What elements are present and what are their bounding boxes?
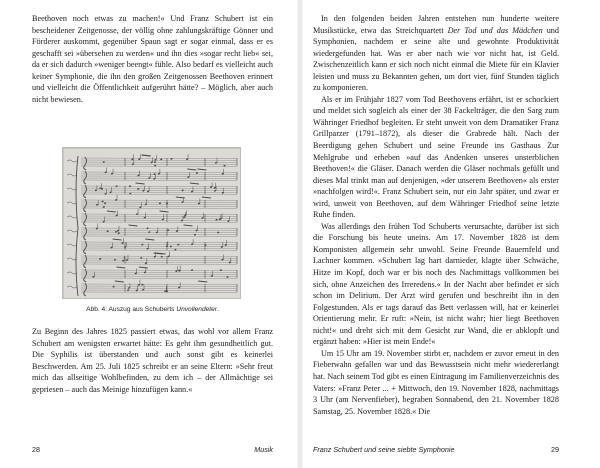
left-page-number: 28 — [32, 445, 40, 454]
caption-title: Unvollendeter — [176, 306, 217, 313]
right-page — [300, 0, 600, 468]
score-image — [63, 148, 241, 299]
p1-text-a: In den folgenden beiden Jahren entstehen nun hunderte weitere Musikstücke, etwa das Streichquartett — [313, 14, 559, 35]
right-paragraph-2: Als er im Frühjahr 1827 vom Tod Beethovens erfährt, ist er schockiert und meldet sich sogleich als einer der 38 Fackelträger, die den Sarg zum Währinger Friedhof begleiten. Er steht unweit von dem Dramatiker Franz Grillparzer (1791–1872), als dieser die Grabrede hält. Nach der Beerdigung gehen Schubert und seine Freunde ins Gasthaus Zur Mehlgrube und erheben »auf das Andenken unseres unsterblichen Beethoven!« die Gläser. Danach werden die Gläser nochmals gefüllt und dieses Mal trinkt man auf denjenigen, »der unserem Beethoven« als erster »nachfolgen wird!«. Franz Schubert sein, nur ein Jahr später, und zwar er wird, unweit von Beethoven, auf dem Währinger Friedhof seine letzte Ruhe finden. — [313, 94, 559, 220]
right-paragraph-4: Um 15 Uhr am 19. November stirbt er, nachdem er zuvor erneut in den Fieberwahn gefallen war und das Bewusstsein nicht mehr wiedererlangt hat. Nach seinem Tod gibt es einen Eintragung im Familienverzeichnis des Vaters: »Franz Peter ... + Mittwoch, den 19. November 1828, nachmittags 3 Uhr (am Nervenfieber), begraben Sonnabend, den 21. November 1828 Samstag, 25. November 1828.« Die — [313, 348, 559, 416]
left-text-top — [32, 13, 273, 105]
right-paragraph-3: Was allerdings den frühen Tod Schuberts verursachte, darüber ist sich die Forschung bis heute uneins. Am 17. November 1828 ist dem Komponisten allgemein sehr unwohl. Seine Freunde Bauernfeld und Lachner kommen. »Schubert lag hart darnieder, klagte über Schwäche, Hitze im Kopf, doch war er bis noch des Nachmittags vollkommen bei sich, ohne Anzeichen des Irreredens.« In der Nacht aber befindet er sich schon im Delirium. Der Arzt wird gerufen und beschreibt ihn in den Folgestunden. Als er tags darauf das Bett verlassen will, hat er keinerlei Orientierung mehr. Er ruft: »Nein, ist nicht wahr; hier liegt Beethoven nicht!« und dreht sich mit dem Gesicht zur Wand, die er abklopft und ergänzt haben: »Hier ist mein Ende!« — [313, 221, 559, 347]
caption-prefix: Abb. 4: Auszug aus Schuberts — [86, 306, 177, 313]
left-running-head: Musik — [254, 445, 273, 454]
p1-work-title: Der Tod und das Mädchen — [447, 25, 543, 35]
left-text-bottom — [32, 326, 273, 395]
left-paragraph-2: Zu Beginn des Jahres 1825 passiert etwas, das wohl vor allem Franz Schubert am wenigsten erwartet hätte: Es geht ihm gesundheitlich gut. Die Syphilis ist überstanden und auch sonst gibt es keinerlei Beschwerden. Am 25. Juli 1825 schreibt er an seine Eltern: »Sehr freut mich das allseitige Wohlbefinden, zu dem ich – der Allmächtige sei gepriesen – auch das Meinige hinzufügen kann.« — [32, 327, 273, 394]
figure-caption — [32, 305, 273, 314]
left-paragraph-1: Beethoven noch etwas zu machen!« Und Franz Schubert ist ein bescheidener Zeitgenosse, der völlig ohne zahlungskräftige Gönner und Förderer auskommt, gegenüber Spaun sagt er sogar einmal, dass er es geschafft sei »übersehen zu werden« und ihn dies »sogar recht lieb« sei, da er sich dadurch »weniger beengt« fühle. Also bedarf es vielleicht auch keiner Symphonie, die ihn den großen Zeitgenossen Beethoven erinnert und vielleicht die Öffentlichkeit aufgerührt hätte? – Möglich, aber auch nicht bewiesen. — [32, 14, 273, 104]
right-text — [313, 13, 559, 417]
right-running-head: Franz Schubert und seine siebte Symphonie — [313, 445, 455, 454]
p1-text-b: und Symphonien, nachdem er seine alte und gewohnte Produktivität wiedergefunden hat. Was er aber nach wie vor nicht hat, ist Geld. Zwischenzeitlich kann er sich noch nicht einmal die Miete für ein Klavier leisten und muss zu Bekannten gehen, um dort vier, fünf Stunden täglich zu komponieren. — [313, 25, 559, 93]
manuscript-figure — [62, 147, 241, 299]
caption-suffix: . — [217, 306, 219, 313]
right-page-number: 29 — [551, 445, 559, 454]
right-paragraph-1 — [313, 13, 559, 94]
